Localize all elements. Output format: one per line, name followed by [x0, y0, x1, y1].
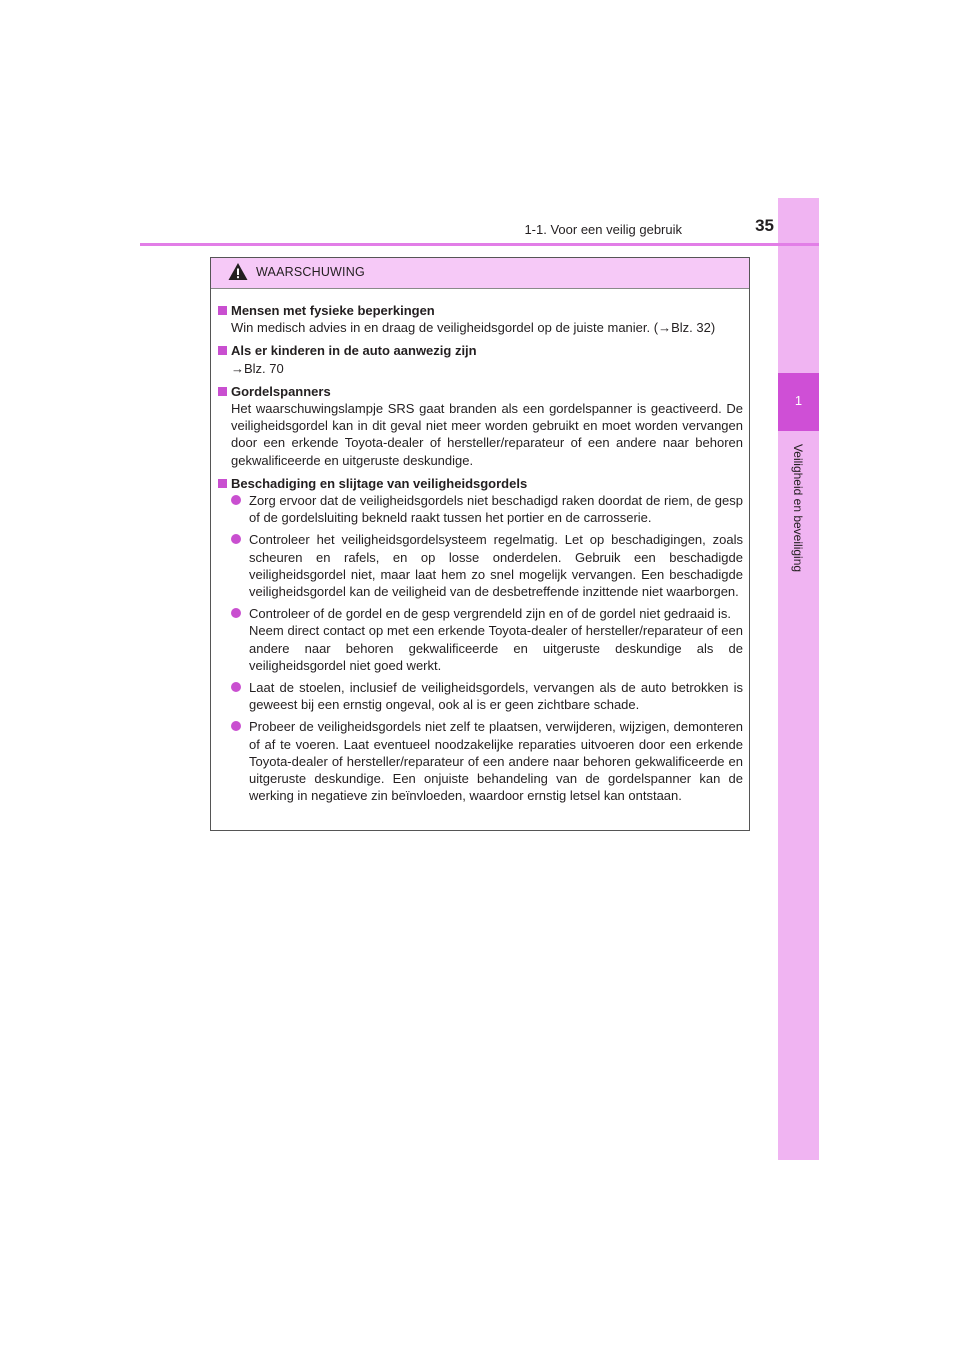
chapter-side-tab [778, 198, 819, 1160]
section-body: Win medisch advies in en draag de veiligheidsgordel op de juiste manier. (→Blz. 32) [231, 320, 716, 336]
section-square-icon [218, 387, 227, 396]
warning-section [218, 342, 743, 376]
chapter-number: 1 [794, 393, 803, 408]
bullet-dot-icon [231, 608, 241, 618]
bullet-dot-icon [231, 682, 241, 692]
section-title: Gordelspanners [231, 383, 331, 399]
section-body: →Blz. 70 [231, 360, 284, 376]
warning-header [211, 258, 749, 289]
warning-box [210, 257, 750, 831]
warning-content [211, 289, 749, 804]
section-square-icon [218, 479, 227, 488]
warning-triangle-icon [228, 262, 248, 281]
bullet-dot-icon [231, 534, 241, 544]
section-title: Beschadiging en slijtage van veiligheidsgordels [231, 475, 528, 491]
bullet-dot-icon [231, 721, 241, 731]
header-rule [140, 243, 819, 246]
page-number: 35 [755, 216, 774, 235]
warning-section [218, 475, 743, 805]
list-item: Controleer of de gordel en de gesp vergrendeld zijn en of de gordel niet gedraaid is. Neem direct contact op met een erkende Toyota-dealer of hersteller/reparateur of een andere naar behoren gekwalificeerde en uitgeruste deskundige als de veiligheidsgordel niet goed werkt. [218, 605, 743, 674]
list-item: Zorg ervoor dat de veiligheidsgordels niet beschadigd raken doordat de riem, de gesp of de gordelsluiting bekneld raakt tussen het portier en de carrosserie. [218, 492, 743, 526]
warning-section [218, 302, 743, 336]
chapter-title: Veiligheid en beveiliging [791, 443, 805, 573]
list-item: Laat de stoelen, inclusief de veiligheidsgordels, vervangen als de auto betrokken is geweest bij een ernstig ongeval, ook al is er geen zichtbare schade. [218, 679, 743, 713]
section-title: Mensen met fysieke beperkingen [231, 303, 435, 318]
section-body: Het waarschuwingslampje SRS gaat branden als een gordelspanner is geactiveerd. De veiligheidsgordel kan in dit geval niet meer worden gebruikt en moet worden vervangen door een erkende Toyota-dealer of hersteller/reparateur of een andere naar behoren gekwalificeerde en uitgeruste deskundige. [231, 401, 743, 468]
list-item: Probeer de veiligheidsgordels niet zelf te plaatsen, verwijderen, wijzigen, demonteren of af te voeren. Laat eventueel noodzakelijke reparaties uitvoeren door een erkende Toyota-dealer of hersteller/reparateur of een andere naar behoren gekwalificeerde en uitgeruste deskundige. Een onjuiste behandeling van de gordelspanner kan de werking in negatieve zin beïnvloeden, waardoor ernstig letsel kan ontstaan. [218, 718, 743, 804]
section-title: Als er kinderen in de auto aanwezig zijn [231, 343, 477, 359]
warning-section [218, 383, 743, 469]
section-title: 1-1. Voor een veilig gebruik [524, 222, 682, 237]
warning-title: WAARSCHUWING [256, 265, 365, 279]
bullet-dot-icon [231, 495, 241, 505]
section-square-icon [218, 306, 227, 315]
list-item: Controleer het veiligheidsgordelsysteem regelmatig. Let op beschadigingen, zoals scheuren en rafels, en op losse onderdelen. Gebruik een beschadigde veiligheidsgordel niet, maar laat hem zo snel mogelijk vervangen. Een beschadigde veiligheidsgordel kan de veiligheid van de desbetreffende inzittende niet waarborgen. [218, 531, 743, 600]
section-square-icon [218, 346, 227, 355]
